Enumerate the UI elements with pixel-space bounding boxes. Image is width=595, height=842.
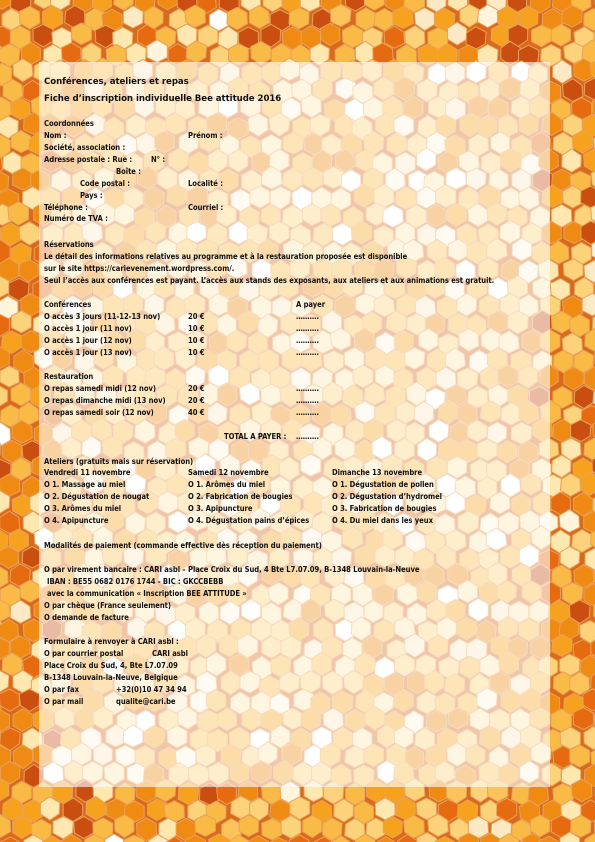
renvoi-heading: Formulaire à renvoyer à CARI asbl :	[44, 637, 179, 646]
atelier-option[interactable]: O 3. Arômes du miel	[44, 504, 122, 513]
conference-pay-3[interactable]: ……….	[296, 348, 319, 357]
reservations-text-3: Seul l’accès aux conférences est payant. L’accès aux stands des exposants, aux ateliers et aux animations est gratuit.	[44, 276, 495, 285]
conference-pay-0[interactable]: ……….	[296, 312, 319, 321]
meal-pay-2[interactable]: ……….	[296, 408, 319, 417]
numero-field-label[interactable]: N° :	[151, 155, 166, 164]
code-postal-field-label[interactable]: Code postal :	[80, 179, 130, 188]
pays-field-label[interactable]: Pays :	[80, 191, 103, 200]
meal-price-0: 20 €	[188, 384, 205, 393]
atelier-option[interactable]: O 1. Massage au miel	[44, 480, 126, 489]
conference-option-3[interactable]: O accès 1 jour (13 nov)	[44, 348, 132, 357]
mail-address[interactable]: qualite@cari.be	[116, 697, 176, 706]
atelier-option[interactable]: O 4. Apipuncture	[44, 516, 109, 525]
conference-price-2: 10 €	[188, 336, 205, 345]
conferences-heading: Conférences	[44, 300, 92, 309]
atelier-option[interactable]: O 1. Dégustation de pollen	[332, 480, 434, 489]
payment-option-virement[interactable]: O par virement bancaire : CARI asbl – Place Croix du Sud, 4 Bte L7.07.09, B-1348 Louvain-la-Neuve	[44, 565, 420, 574]
conference-option-1[interactable]: O accès 1 jour (11 nov)	[44, 324, 132, 333]
atelier-option[interactable]: O 3. Apipuncture	[188, 504, 253, 513]
meal-option-1[interactable]: O repas dimanche midi (13 nov)	[44, 396, 166, 405]
societe-field-label[interactable]: Société, association :	[44, 143, 126, 152]
meal-pay-0[interactable]: ……….	[296, 384, 319, 393]
atelier-option[interactable]: O 4. Du miel dans les yeux	[332, 516, 433, 525]
paiement-heading: Modalités de paiement (commande effective dès réception du paiement)	[44, 541, 322, 550]
atelier-day-friday: Vendredi 11 novembre	[44, 468, 131, 477]
conference-price-3: 10 €	[188, 348, 205, 357]
payment-option-cheque[interactable]: O par chèque (France seulement)	[44, 601, 171, 610]
tva-field-label[interactable]: Numéro de TVA :	[44, 214, 108, 223]
restauration-heading: Restauration	[44, 372, 94, 381]
atelier-option[interactable]: O 2. Dégustation de nougat	[44, 492, 150, 501]
courrier-address-1: Place Croix du Sud, 4, Bte L7.07.09	[44, 661, 178, 670]
prenom-field-label[interactable]: Prénom :	[188, 131, 223, 140]
conference-pay-2[interactable]: ……….	[296, 336, 319, 345]
fax-number: +32(0)10 47 34 94	[116, 685, 187, 694]
atelier-option[interactable]: O 2. Fabrication de bougies	[188, 492, 293, 501]
meal-price-1: 20 €	[188, 396, 205, 405]
conference-pay-1[interactable]: ……….	[296, 324, 319, 333]
meal-pay-1[interactable]: ……….	[296, 396, 319, 405]
payment-option-facture[interactable]: O demande de facture	[44, 613, 129, 622]
reservations-heading: Réservations	[44, 240, 94, 249]
ateliers-heading: Ateliers (gratuits mais sur réservation)	[44, 457, 194, 466]
return-option-mail[interactable]: O par mail	[44, 697, 84, 706]
courrier-org: CARI asbl	[152, 649, 188, 658]
meal-option-2[interactable]: O repas samedi soir (12 nov)	[44, 408, 154, 417]
telephone-field-label[interactable]: Téléphone :	[44, 203, 88, 212]
atelier-option[interactable]: O 3. Fabrication de bougies	[332, 504, 437, 513]
total-label: TOTAL A PAYER :	[224, 432, 287, 441]
pay-column-header: A payer	[296, 300, 326, 309]
meal-price-2: 40 €	[188, 408, 205, 417]
boite-field-label[interactable]: Boîte :	[116, 167, 141, 176]
return-option-courrier[interactable]: O par courrier postal	[44, 649, 124, 658]
conference-price-0: 20 €	[188, 312, 205, 321]
page-subtitle: Fiche d’inscription individuelle Bee attitude 2016	[44, 94, 282, 104]
courriel-field-label[interactable]: Courriel :	[188, 203, 224, 212]
reservations-text-2: sur le site https://carievenement.wordpress.com/.	[44, 264, 235, 273]
nom-field-label[interactable]: Nom :	[44, 131, 67, 140]
atelier-option[interactable]: O 4. Dégustation pains d’épices	[188, 516, 310, 525]
localite-field-label[interactable]: Localité :	[188, 179, 223, 188]
atelier-day-saturday: Samedi 12 novembre	[188, 468, 269, 477]
communication-text: avec la communication « Inscription BEE ATTITUDE »	[47, 589, 247, 598]
atelier-option[interactable]: O 1. Arômes du miel	[188, 480, 266, 489]
return-option-fax[interactable]: O par fax	[44, 685, 79, 694]
conference-option-0[interactable]: O accès 3 jours (11-12-13 nov)	[44, 312, 161, 321]
meal-option-0[interactable]: O repas samedi midi (12 nov)	[44, 384, 156, 393]
rue-field-label[interactable]: Adresse postale : Rue :	[44, 155, 133, 164]
conference-option-2[interactable]: O accès 1 jour (12 nov)	[44, 336, 132, 345]
page-title: Conférences, ateliers et repas	[44, 77, 189, 87]
conference-price-1: 10 €	[188, 324, 205, 333]
reservations-text-1: Le détail des informations relatives au programme et à la restauration proposée est disponible	[44, 252, 408, 261]
iban-text: IBAN : BE55 0682 0176 1744 - BIC : GKCCBEBB	[47, 577, 224, 586]
atelier-day-sunday: Dimanche 13 novembre	[332, 468, 423, 477]
atelier-option[interactable]: O 2. Dégustation d’hydromel	[332, 492, 442, 501]
coordonnees-heading: Coordonnées	[44, 119, 94, 128]
total-value[interactable]: ……….	[296, 432, 319, 441]
courrier-address-2: B-1348 Louvain-la-Neuve, Belgique	[44, 673, 178, 682]
